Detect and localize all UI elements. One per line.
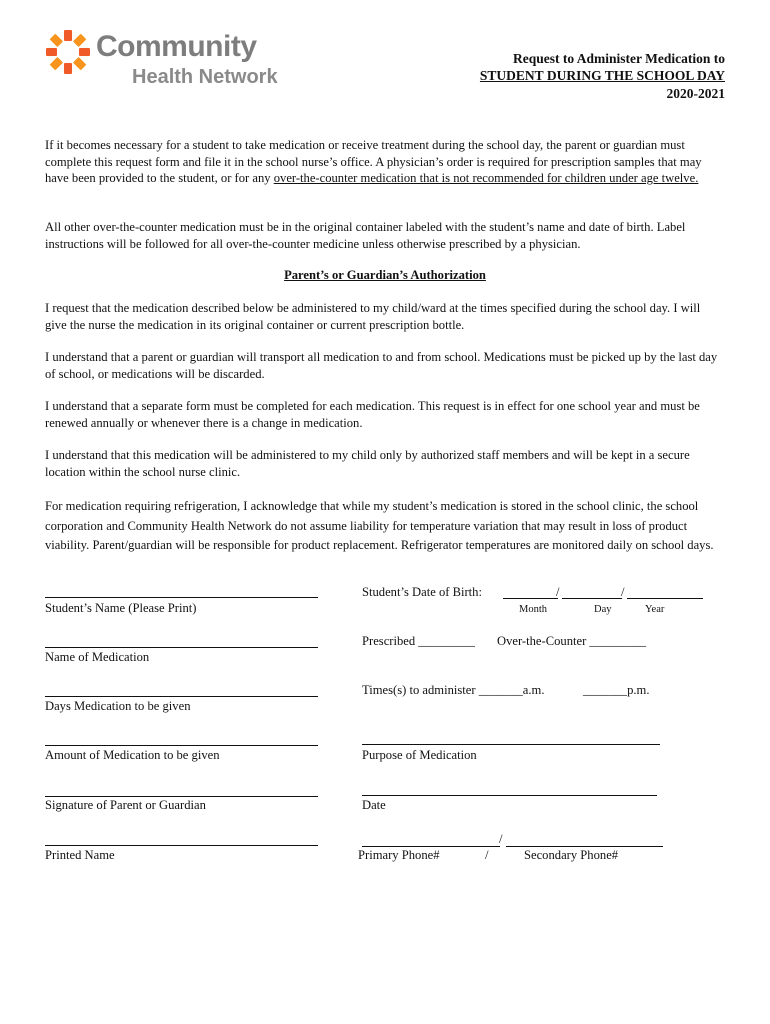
dob-month-line[interactable] bbox=[503, 598, 558, 599]
purpose-label: Purpose of Medication bbox=[362, 748, 477, 762]
secondary-phone-line[interactable] bbox=[506, 846, 663, 847]
signature-label: Signature of Parent or Guardian bbox=[45, 798, 206, 812]
student-name-line[interactable] bbox=[45, 597, 318, 598]
intro-paragraph-2: All other over-the-counter medication must be in the original container labeled with the student’s name and date of birth. Label instructions will be followed for all over-the-counter medicine unless otherwise prescribed by a physician. bbox=[45, 220, 686, 251]
secondary-phone-label: Secondary Phone# bbox=[524, 848, 619, 862]
printed-name-label: Printed Name bbox=[45, 848, 115, 862]
prescribed-field[interactable]: Prescribed _________ bbox=[362, 634, 475, 648]
times-pm-field[interactable]: _______p.m. bbox=[583, 683, 650, 697]
amount-line[interactable] bbox=[45, 745, 318, 746]
logo-health-network: Health Network bbox=[132, 66, 278, 88]
dob-year-label: Year bbox=[645, 604, 665, 615]
paragraph-refrigeration: For medication requiring refrigeration, I acknowledge that while my student’s medication is stored in the school clinic, the school corporation and Community Health Network do not assume liability for temperature variation that may result in loss of product viability. Parent/guardian will be responsible for product replacement. Refrigerator temperatures are monitored daily on school days. bbox=[45, 499, 714, 552]
dob-day-line[interactable] bbox=[562, 598, 622, 599]
printed-name-line[interactable] bbox=[45, 845, 318, 846]
dob-label: Student’s Date of Birth: bbox=[362, 585, 482, 599]
date-label: Date bbox=[362, 798, 386, 812]
paragraph-separate-form: I understand that a separate form must be completed for each medication. This request is in effect for one school year and must be renewed annually or whenever there is a change in medication. bbox=[45, 399, 700, 430]
otc-field[interactable]: Over-the-Counter _________ bbox=[497, 634, 647, 648]
dob-month-label: Month bbox=[519, 604, 548, 615]
student-name-label: Student’s Name (Please Print) bbox=[45, 601, 197, 615]
intro-paragraph-1 bbox=[45, 137, 725, 187]
logo-community: Community bbox=[96, 30, 257, 63]
header-line2: STUDENT DURING THE SCHOOL DAY bbox=[479, 68, 725, 83]
section-title: Parent’s or Guardian’s Authorization bbox=[284, 268, 486, 282]
otc-link-text: over-the-counter medication that is not recommended for children under age twelve. bbox=[273, 171, 699, 185]
medication-name-line[interactable] bbox=[45, 647, 318, 648]
medication-name-label: Name of Medication bbox=[45, 650, 150, 664]
dob-year-line[interactable] bbox=[627, 598, 703, 599]
intro-text: If it becomes necessary for a student to take medication or receive treatment during the school day, the parent or guardian must complete this request form and file it in the school nurse’s office. A physician’s order is required for prescription samples that may have been provided to the student, or for any bbox=[45, 138, 702, 185]
date-line[interactable] bbox=[362, 795, 657, 796]
header-line1: Request to Administer Medication to bbox=[513, 51, 725, 66]
days-given-label: Days Medication to be given bbox=[45, 699, 191, 713]
dob-day-label: Day bbox=[594, 604, 612, 615]
starburst-logo-icon bbox=[44, 28, 92, 76]
paragraph-request: I request that the medication described below be administered to my child/ward at the times specified during the school day. I will give the nurse the medication in its original container or current prescription bottle. bbox=[45, 301, 701, 332]
primary-phone-label: Primary Phone# bbox=[358, 848, 440, 862]
paragraph-authorized-staff: I understand that this medication will be administered to my child only by authorized staff members and will be kept in a secure location within the school nurse clinic. bbox=[45, 448, 690, 479]
days-given-line[interactable] bbox=[45, 696, 318, 697]
times-am-field[interactable]: Times(s) to administer _______a.m. bbox=[362, 683, 545, 697]
dob-separator: / bbox=[556, 585, 560, 599]
phone-separator: / bbox=[485, 848, 489, 862]
purpose-line[interactable] bbox=[362, 744, 660, 745]
dob-separator: / bbox=[621, 585, 625, 599]
phone-separator-top: / bbox=[499, 832, 503, 846]
signature-line[interactable] bbox=[45, 796, 318, 797]
paragraph-transport: I understand that a parent or guardian will transport all medication to and from school. Medications must be picked up by the last day of school, or medications will be discarded. bbox=[45, 350, 718, 381]
amount-label: Amount of Medication to be given bbox=[45, 748, 220, 762]
header-year: 2020-2021 bbox=[666, 86, 725, 101]
primary-phone-line[interactable] bbox=[362, 846, 500, 847]
